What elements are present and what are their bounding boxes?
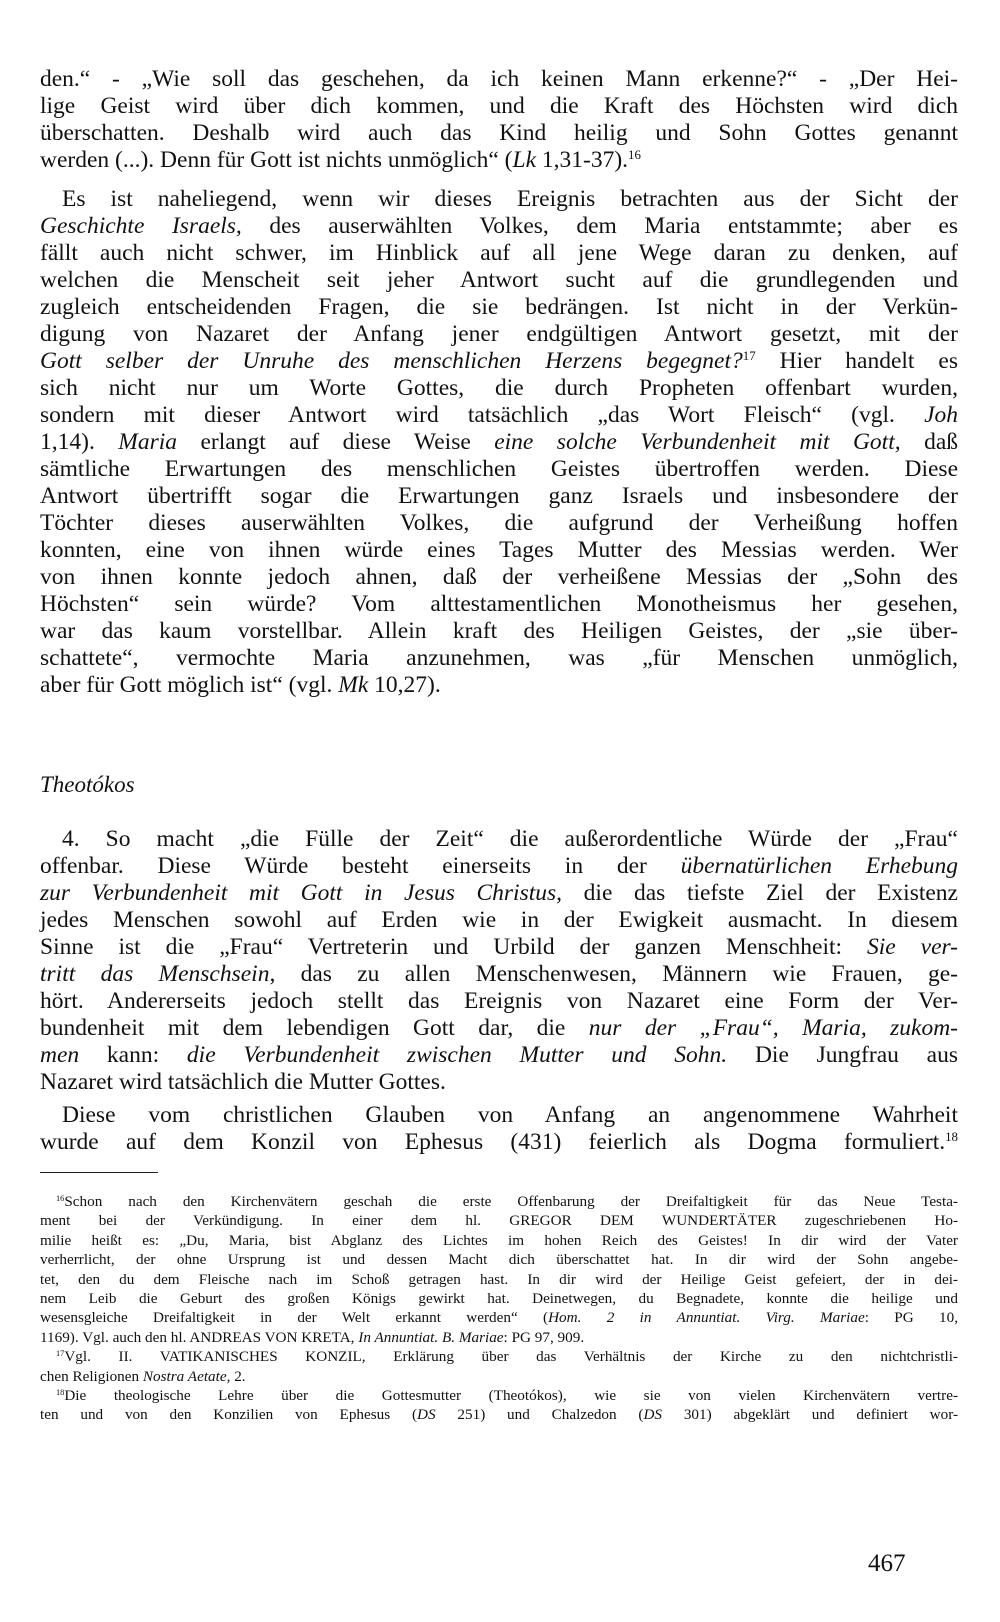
text-line: war das kaum vorstellbar. Allein kraft des Heiligen Geistes, der „sie über-: [40, 618, 958, 644]
emphasis: tritt das Menschsein,: [40, 961, 276, 987]
citation-title: Nostra Aetate,: [142, 1367, 231, 1385]
paragraph: [40, 186, 958, 699]
text-run: Die theologische Lehre über die Gottesmutter (Theotókos), wie sie von vielen Kirchenvätern vertre-: [64, 1386, 958, 1404]
scripture-reference: Mk: [338, 672, 369, 698]
footnote-number: 16: [56, 1193, 65, 1203]
text-run: ten und von den Konzilien von Ephesus (: [40, 1406, 418, 1424]
citation-title: DS: [417, 1406, 436, 1424]
text-run: 251) und Chalzedon (: [435, 1406, 644, 1424]
text-line: Antwort übertrifft sogar die Erwartungen ganz Israels und insbesondere der: [40, 483, 958, 509]
footnotes: [40, 1192, 958, 1425]
text-line: [40, 853, 958, 880]
text-run: daß: [900, 429, 959, 455]
text-run: 1,31-37).: [536, 147, 629, 173]
text-line: von ihnen konnte jedoch ahnen, daß der verheißene Messias der „Sohn des: [40, 564, 958, 590]
text-line: fällt auch nicht schwer, im Hinblick auf all jene Wege daran zu denken, auf: [40, 240, 958, 266]
text-run: Sinne ist die „Frau“ Vertreterin und Urbild der ganzen Menschheit:: [40, 934, 867, 960]
emphasis: men: [40, 1042, 80, 1068]
paragraph-continuation: [40, 66, 958, 174]
text-run: : PG 97, 909.: [503, 1328, 585, 1346]
text-line: konnten, eine von ihnen würde eines Tages Mutter des Messias werden. Wer: [40, 537, 958, 563]
footnote-line: [40, 1328, 958, 1347]
footnote-line: verherrlicht, der ohne Ursprung ist und dessen Macht dich überschattet hat. In dir wird der Sohn angebe-: [40, 1251, 958, 1269]
emphasis: die Verbundenheit zwischen Mutter und Sohn.: [186, 1042, 728, 1068]
text-run: offenbar. Diese Würde besteht einerseits in der: [40, 853, 681, 879]
emphasis: nur der „Frau“, Maria, zukom-: [588, 1015, 958, 1041]
footnote-marker: 16: [628, 147, 641, 162]
footnote-line: [40, 1405, 958, 1424]
text-run: sondern mit dieser Antwort wird tatsächlich „das Wort Fleisch“ (vgl.: [40, 402, 925, 428]
footnote-line: [40, 1386, 958, 1405]
section-heading: Theotókos: [40, 772, 135, 797]
footnote-line: [40, 1347, 958, 1366]
emphasis: Sie ver-: [867, 934, 958, 960]
text-line: zugleich entscheidenden Fragen, die sie bedrängen. Ist nicht in der Verkün-: [40, 294, 958, 320]
text-run: Schon nach den Kirchenvätern geschah die erste Offenbarung der Dreifaltigkeit für das Neue Testa-: [64, 1193, 958, 1210]
footnote-number: 17: [56, 1348, 65, 1358]
text-line: [40, 1129, 958, 1156]
paragraph: [40, 826, 958, 1096]
text-line: [40, 147, 958, 174]
footnote-line: ment bei der Verkündigung. In einer dem hl. GREGOR DEM WUNDERTÄTER zugeschriebenen Ho-: [40, 1212, 958, 1230]
footnote-marker: 17: [742, 348, 756, 363]
text-line: Töchter dieses auserwählten Volkes, die aufgrund der Verheißung hoffen: [40, 510, 958, 536]
text-run: wesensgleiche Dreifaltigkeit in der Welt erkannt werden“ (: [40, 1309, 549, 1327]
text-run: 2.: [230, 1367, 246, 1385]
text-line: Nazaret wird tatsächlich die Mutter Gottes.: [40, 1069, 446, 1095]
citation-title: Hom. 2 in Annuntiat. Virg. Mariae: [548, 1309, 865, 1327]
text-line: [40, 1042, 958, 1069]
text-run: Vgl. II. VATIKANISCHES KONZIL, Erklärung über das Verhältnis der Kirche zu den nichtchristli-: [64, 1348, 958, 1366]
text-line: [40, 348, 958, 375]
scripture-reference: Lk: [512, 147, 537, 173]
page-number: 467: [868, 1550, 906, 1577]
text-line: [40, 429, 958, 456]
text-line: [40, 934, 958, 961]
footnote-line: nem Leib die Geburt des großen Königs gewirkt hat. Deinetwegen, du Begnadete, konnte die heilige und: [40, 1289, 958, 1307]
text-line: hört. Andererseits jedoch stellt das Ereignis von Nazaret eine Form der Ver-: [40, 988, 958, 1014]
text-run: aber für Gott möglich ist“ (vgl.: [40, 672, 339, 698]
text-line: [40, 213, 958, 240]
text-line: [40, 402, 958, 429]
text-line: digung von Nazaret der Anfang jener endgültigen Antwort gesetzt, mit der: [40, 321, 958, 347]
text-run: die das tiefste Ziel der Existenz: [562, 880, 958, 906]
text-run: wurde auf dem Konzil von Ephesus (431) feierlich als Dogma formuliert.: [40, 1129, 946, 1155]
text-run: : PG 10,: [864, 1309, 958, 1327]
emphasis: eine solche Verbundenheit mit Gott,: [494, 429, 901, 455]
text-line: 4. So macht „die Fülle der Zeit“ die außerordentliche Würde der „Frau“: [62, 826, 958, 852]
emphasis: zur Verbundenheit mit Gott in Jesus Christus,: [40, 880, 563, 906]
footnote-number: 18: [56, 1387, 65, 1397]
text-run: 1169). Vgl. auch den hl. ANDREAS VON KRETA,: [40, 1328, 359, 1346]
text-line: sich nicht nur um Worte Gottes, die durch Propheten offenbart wurden,: [40, 375, 958, 401]
footnote-line: tet, den du dem Fleische nach im Schoß getragen hast. In dir wird der Heilige Geist gefeiert, der in dei-: [40, 1270, 958, 1288]
text-run: 10,27).: [368, 672, 441, 698]
text-run: Hier handelt es: [755, 348, 958, 374]
footnote-divider: [40, 1172, 158, 1173]
paragraph: [40, 1102, 958, 1156]
text-run: Die Jungfrau aus: [727, 1042, 958, 1068]
text-line: welchen die Menscheit seit jeher Antwort sucht auf die grundlegenden und: [40, 267, 958, 293]
text-run: 1,14).: [40, 429, 119, 455]
text-line: [40, 880, 958, 907]
text-line: [40, 672, 958, 699]
text-line: Diese vom christlichen Glauben von Anfang an angenommene Wahrheit: [62, 1102, 958, 1128]
footnote-marker: 18: [945, 1129, 958, 1144]
text-run: chen Religionen: [40, 1367, 143, 1385]
text-line: sämtliche Erwartungen des menschlichen Geistes übertroffen werden. Diese: [40, 456, 958, 482]
text-line: schattete“, vermochte Maria anzunehmen, was „für Menschen unmöglich,: [40, 645, 958, 671]
footnote-line: [40, 1192, 958, 1211]
text-run: erlangt auf diese Weise: [177, 429, 495, 455]
text-run: kann:: [79, 1042, 187, 1068]
emphasis: übernatürlichen Erhebung: [680, 853, 958, 879]
emphasis: Geschichte Israels,: [40, 213, 242, 239]
footnote-line: [40, 1367, 958, 1386]
text-line: Es ist naheliegend, wenn wir dieses Ereignis betrachten aus der Sicht der: [62, 186, 958, 212]
emphasis: Maria: [118, 429, 178, 455]
text-run: werden (...). Denn für Gott ist nichts unmöglich“ (: [40, 147, 513, 173]
emphasis: Gott selber der Unruhe des menschlichen Herzens begegnet?: [40, 348, 743, 374]
footnote-line: milie heißt es: „Du, Maria, bist Abglanz des Lichtes im hohen Reich des Geistes! In dir wird der Vater: [40, 1231, 958, 1249]
text-line: Höchsten“ sein würde? Vom alttestamentlichen Monotheismus her gesehen,: [40, 591, 958, 617]
text-line: [40, 961, 958, 988]
scripture-reference: Joh: [924, 402, 958, 428]
citation-title: In Annuntiat. B. Mariae: [358, 1328, 504, 1346]
footnote-line: [40, 1308, 958, 1327]
text-run: 301) abgeklärt und definiert wor-: [662, 1406, 959, 1424]
text-line: lige Geist wird über dich kommen, und die Kraft des Höchsten wird dich: [40, 93, 958, 119]
text-line: [40, 1015, 958, 1042]
text-run: bundenheit mit dem lebendigen Gott dar, die: [40, 1015, 589, 1041]
text-line: überschatten. Deshalb wird auch das Kind heilig und Sohn Gottes genannt: [40, 120, 958, 146]
text-run: das zu allen Menschenwesen, Männern wie Frauen, ge-: [275, 961, 958, 987]
text-run: des auserwählten Volkes, dem Maria entstammte; aber es: [241, 213, 958, 239]
text-line: jedes Menschen sowohl auf Erden wie in der Ewigkeit ausmacht. In diesem: [40, 907, 958, 933]
text-line: den.“ - „Wie soll das geschehen, da ich keinen Mann erkenne?“ - „Der Hei-: [40, 66, 958, 92]
citation-title: DS: [643, 1406, 663, 1424]
